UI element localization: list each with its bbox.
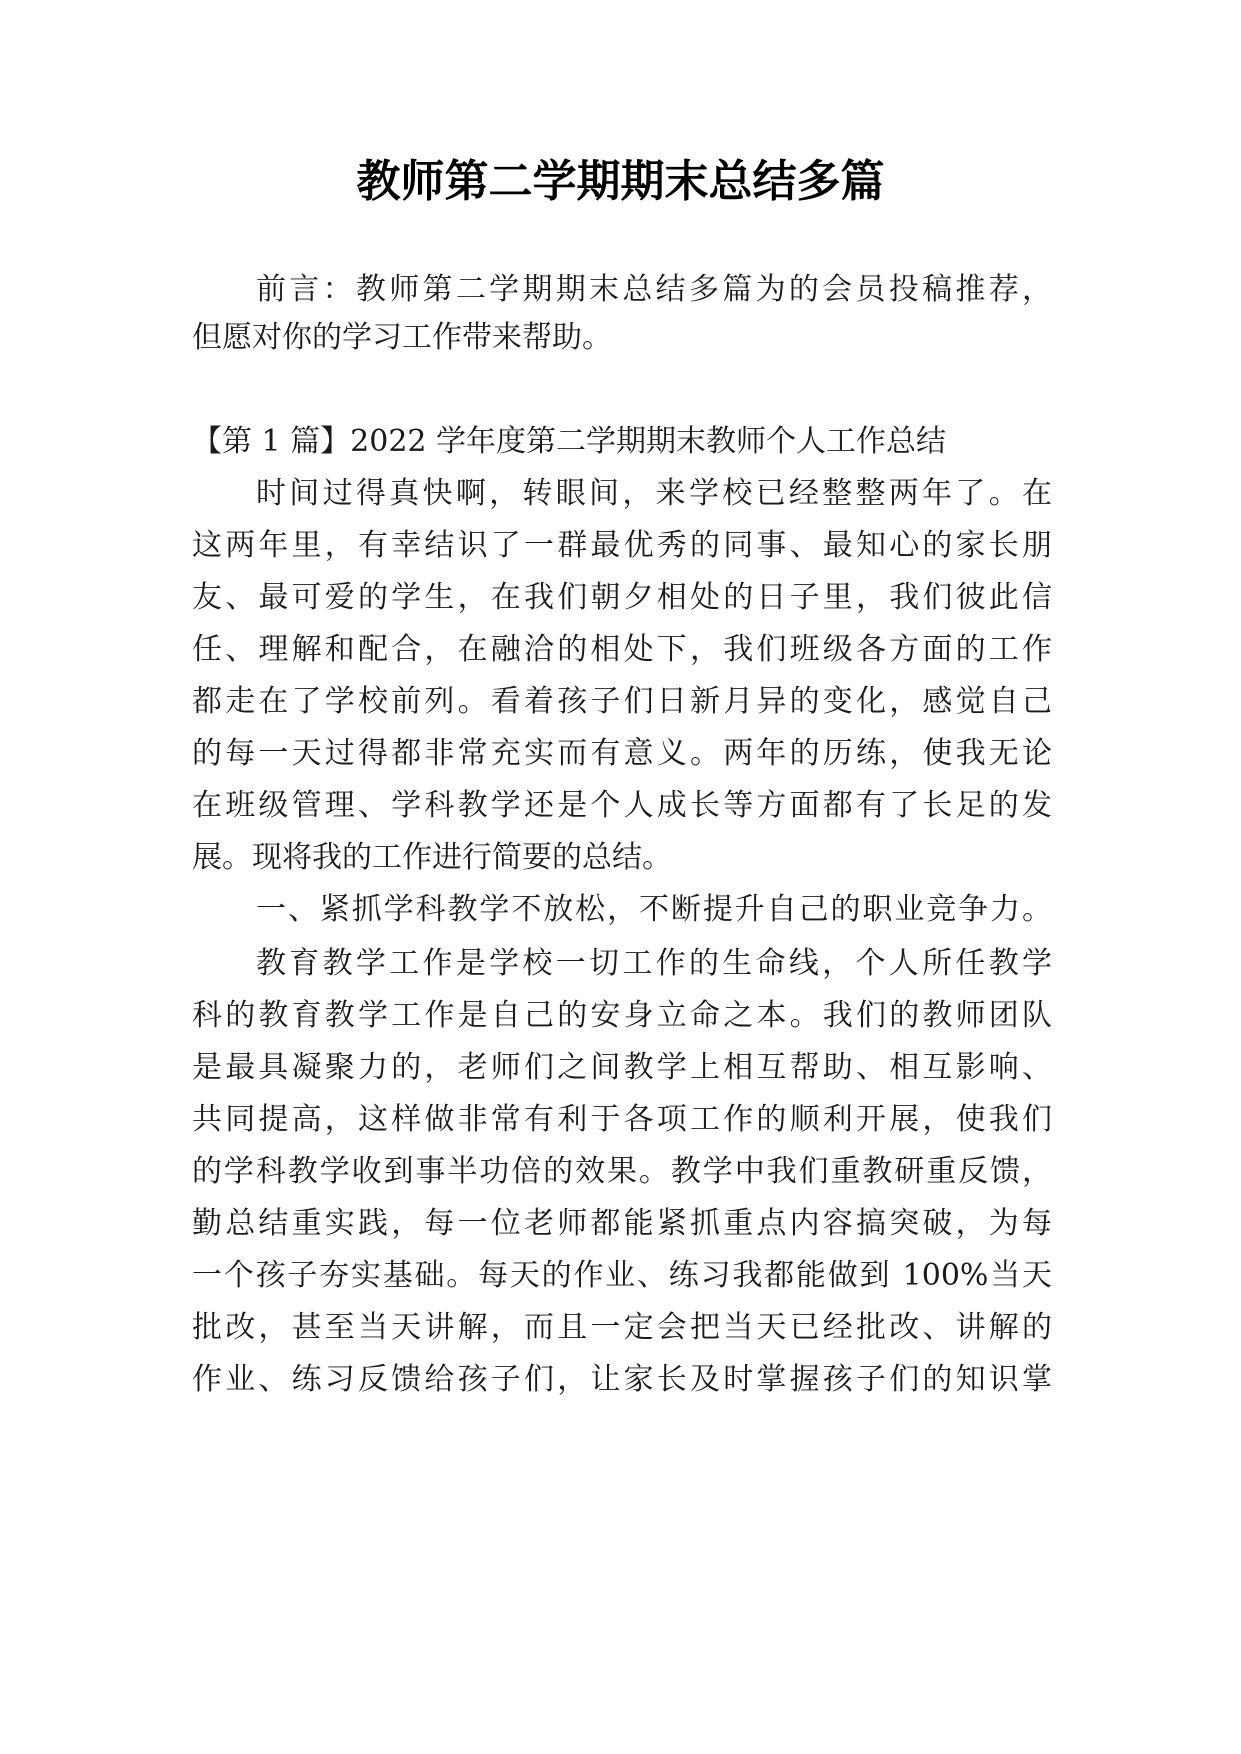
paragraph-line: 批改，甚至当天讲解，而且一定会把当天已经批改、讲解的 xyxy=(192,1310,1052,1345)
paragraph-line: 勤总结重实践，每一位老师都能紧抓重点内容搞突破，为每 xyxy=(192,1206,1052,1241)
paragraph-line: 一个孩子夯实基础。每天的作业、练习我都能做到 100%当天 xyxy=(192,1258,1052,1293)
preface-line: 但愿对你的学习工作带来帮助。 xyxy=(192,320,612,355)
paragraph-line: 的每一天过得都非常充实而有意义。两年的历练，使我无论 xyxy=(192,736,1052,771)
paragraph-line: 友、最可爱的学生，在我们朝夕相处的日子里，我们彼此信 xyxy=(192,580,1052,615)
article-heading: 【第 1 篇】2022 学年度第二学期期末教师个人工作总结 xyxy=(192,424,947,459)
preface-line: 前言：教师第二学期期末总结多篇为的会员投稿推荐， xyxy=(256,272,1052,307)
paragraph-line: 在班级管理、学科教学还是个人成长等方面都有了长足的发 xyxy=(192,788,1052,823)
paragraph-line: 都走在了学校前列。看着孩子们日新月异的变化，感觉自己 xyxy=(192,684,1052,719)
section-heading: 一、紧抓学科教学不放松，不断提升自己的职业竞争力。 xyxy=(256,892,1052,927)
document-title: 教师第二学期期末总结多篇 xyxy=(356,156,885,207)
paragraph-line: 共同提高，这样做非常有利于各项工作的顺利开展，使我们 xyxy=(192,1102,1052,1137)
paragraph-line: 科的教育教学工作是自己的安身立命之本。我们的教师团队 xyxy=(192,998,1052,1033)
paragraph-line: 的学科教学收到事半功倍的效果。教学中我们重教研重反馈， xyxy=(192,1154,1052,1189)
paragraph-line: 时间过得真快啊，转眼间，来学校已经整整两年了。在 xyxy=(256,476,1052,511)
paragraph-line: 任、理解和配合，在融洽的相处下，我们班级各方面的工作 xyxy=(192,632,1052,667)
paragraph-line: 这两年里，有幸结识了一群最优秀的同事、最知心的家长朋 xyxy=(192,528,1052,563)
paragraph-line: 是最具凝聚力的，老师们之间教学上相互帮助、相互影响、 xyxy=(192,1050,1052,1085)
paragraph-line: 教育教学工作是学校一切工作的生命线，个人所任教学 xyxy=(256,946,1052,981)
paragraph-line: 展。现将我的工作进行简要的总结。 xyxy=(192,840,672,875)
paragraph-line: 作业、练习反馈给孩子们，让家长及时掌握孩子们的知识掌 xyxy=(192,1362,1052,1397)
